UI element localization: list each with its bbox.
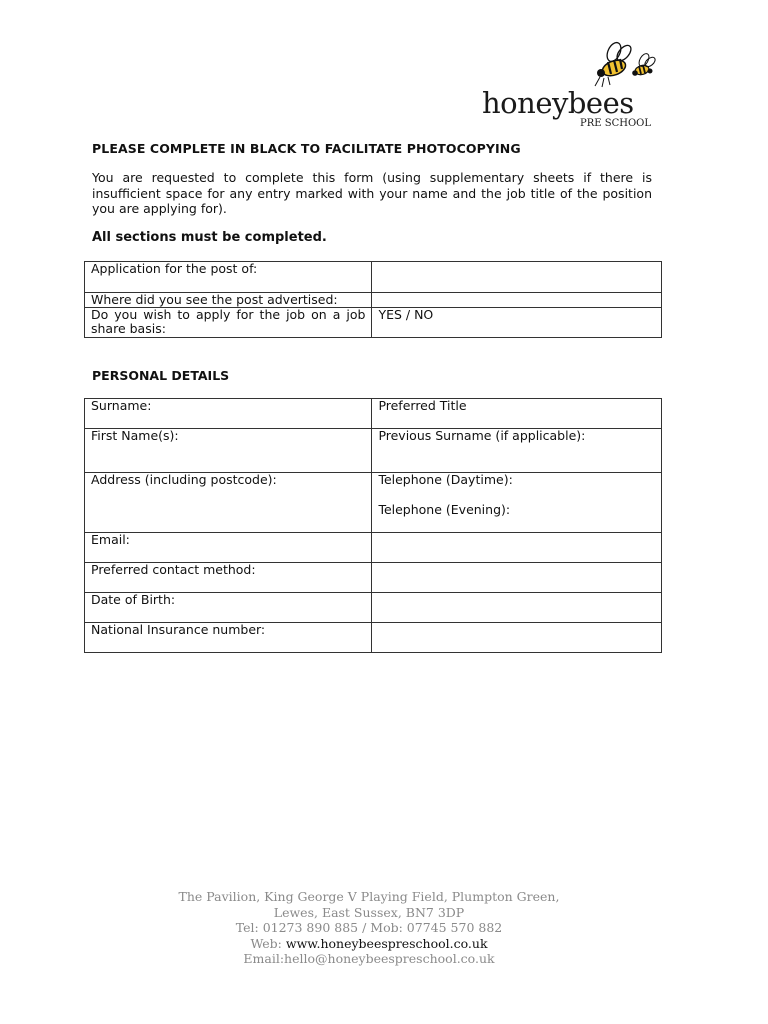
footer-line-3: Tel: 01273 890 885 / Mob: 07745 570 882 [235, 920, 503, 935]
personal-details-table [84, 398, 662, 653]
first-names-field[interactable]: First Name(s): [85, 429, 372, 473]
table-row [85, 623, 662, 653]
telephone-daytime-label: Telephone (Daytime): [378, 472, 513, 487]
table-row [85, 473, 662, 533]
footer-email[interactable]: Email:hello@honeybeespreschool.co.uk [243, 951, 495, 966]
date-of-birth-value[interactable] [372, 593, 662, 623]
contact-method-value[interactable] [372, 563, 662, 593]
table-row [85, 533, 662, 563]
job-share-label: Do you wish to apply for the job on a job share basis: [85, 308, 372, 338]
surname-field[interactable]: Surname: [85, 399, 372, 429]
advertised-value[interactable] [372, 293, 662, 308]
post-table [84, 261, 662, 338]
ni-number-value[interactable] [372, 623, 662, 653]
preferred-title-field[interactable]: Preferred Title [372, 399, 662, 429]
intro-paragraph: You are requested to complete this form (using supplementary sheets if there is insufficient space for any entry marked with your name and the job title of the position you are applying for). [92, 170, 652, 216]
table-row [85, 563, 662, 593]
personal-details-heading: PERSONAL DETAILS [92, 368, 230, 383]
address-field[interactable]: Address (including postcode): [85, 473, 372, 533]
post-label: Application for the post of: [85, 262, 372, 293]
table-row [85, 262, 662, 293]
email-field[interactable]: Email: [85, 533, 372, 563]
job-share-value[interactable]: YES / NO [372, 308, 662, 338]
honeybees-logo [482, 40, 662, 132]
table-row [85, 399, 662, 429]
table-row [85, 593, 662, 623]
bee-icon [580, 40, 660, 90]
footer-web-label: Web: [250, 935, 286, 951]
footer-web [84, 936, 654, 952]
footer-address [84, 889, 654, 967]
email-value[interactable] [372, 533, 662, 563]
photocopy-instruction: PLEASE COMPLETE IN BLACK TO FACILITATE PHOTOCOPYING [92, 141, 521, 156]
footer-line-1: The Pavilion, King George V Playing Field, Plumpton Green, [178, 889, 560, 904]
table-row [85, 293, 662, 308]
all-sections-note: All sections must be completed. [92, 230, 327, 245]
contact-method-field[interactable]: Preferred contact method: [85, 563, 372, 593]
ni-number-field[interactable]: National Insurance number: [85, 623, 372, 653]
table-row [85, 308, 662, 338]
date-of-birth-field[interactable]: Date of Birth: [85, 593, 372, 623]
post-value[interactable] [372, 262, 662, 293]
logo-name: honeybees [482, 86, 634, 120]
telephone-evening-label: Telephone (Evening): [378, 502, 511, 517]
footer-line-2: Lewes, East Sussex, BN7 3DP [273, 904, 465, 920]
logo-subtitle: PRE SCHOOL [580, 118, 651, 129]
advertised-label: Where did you see the post advertised: [85, 293, 372, 308]
previous-surname-field[interactable]: Previous Surname (if applicable): [372, 429, 662, 473]
table-row [85, 429, 662, 473]
telephone-cell[interactable] [372, 473, 662, 533]
website-link[interactable]: www.honeybeespreschool.co.uk [285, 935, 488, 951]
